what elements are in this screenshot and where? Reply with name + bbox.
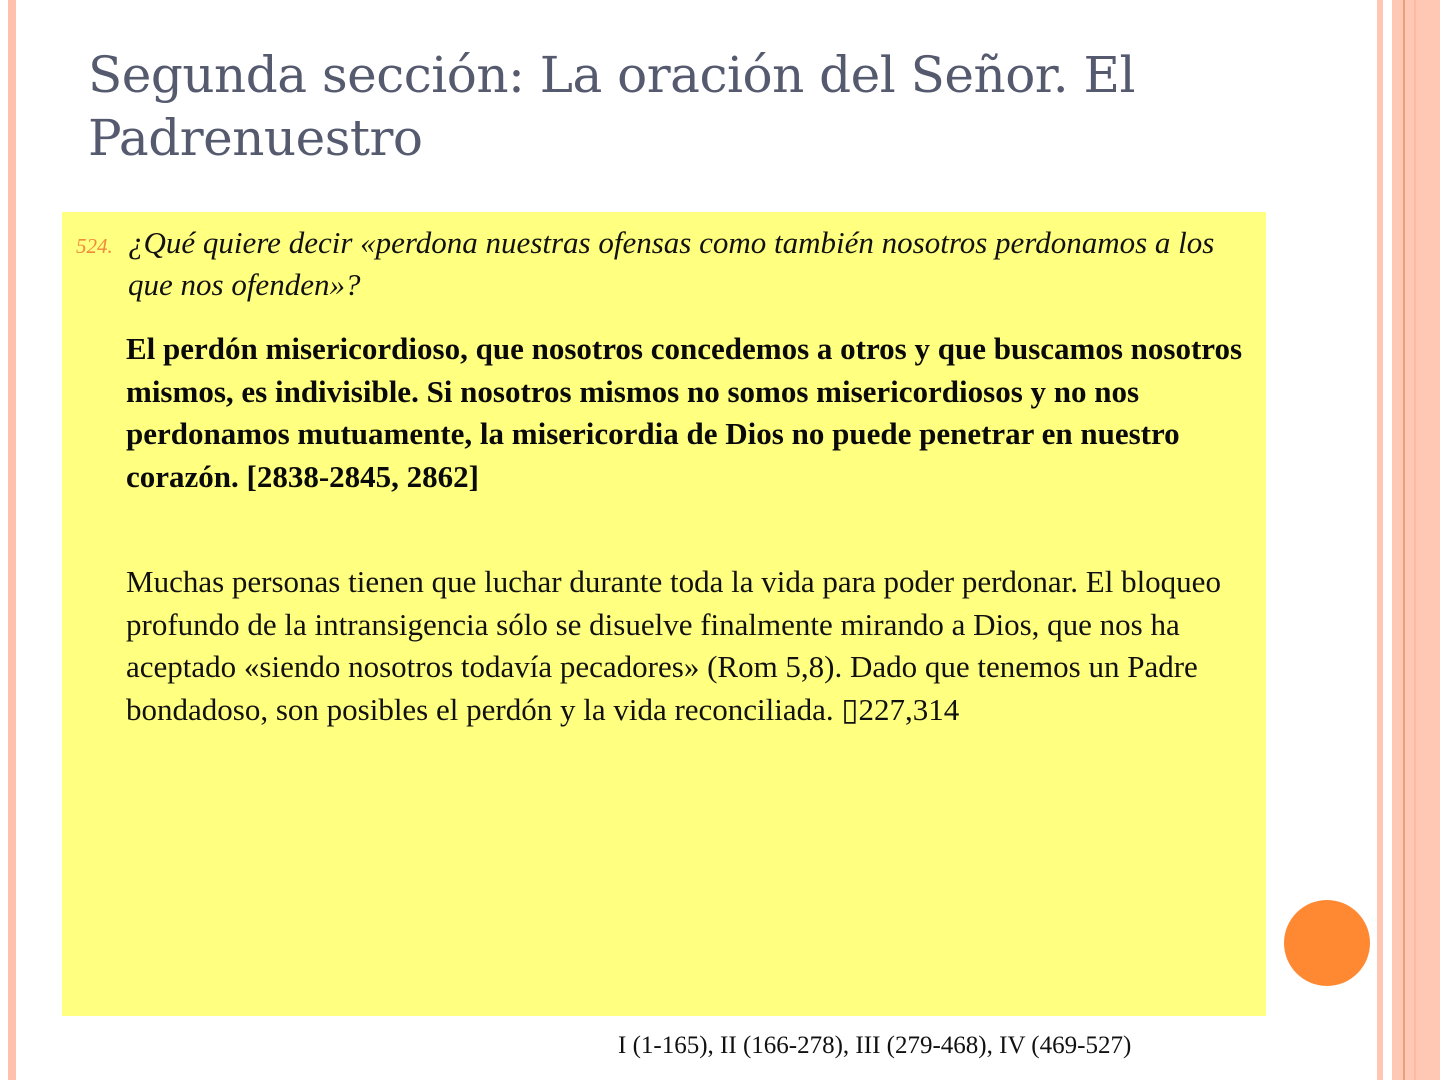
section-ranges-footer: I (1-165), II (166-278), III (279-468), IV (469-527) — [618, 1032, 1132, 1059]
right-decorative-line-light — [1414, 0, 1416, 1080]
right-decorative-stripe-thin — [1377, 0, 1383, 1080]
item-number: 524. — [76, 234, 113, 258]
item-question: ¿Qué quiere decir «perdona nuestras ofensas como también nosotros perdonamos a los que nos ofenden»? — [128, 225, 1215, 302]
item-answer-body: Muchas personas tienen que luchar durante toda la vida para poder perdonar. El bloqueo profundo de la intransigencia sólo se disuelve finalmente mirando a Dios, que nos ha aceptado «siendo nosotros todavía pecadores» (Rom 5,8). Dado que tenemos un Padre bondadoso, son posibles el perdón y la vida reconciliada. ▯227,314 — [126, 564, 1221, 727]
slide-title: Segunda sección: La oración del Señor. El Padrenuestro — [88, 46, 1135, 167]
right-decorative-line-dark — [1403, 0, 1405, 1080]
orange-circle-icon[interactable] — [1284, 900, 1370, 986]
right-decorative-stripe-wide — [1392, 0, 1440, 1080]
left-decorative-stripe — [8, 0, 16, 1080]
item-answer-summary: El perdón misericordioso, que nosotros concedemos a otros y que buscamos nosotros mismos, es indivisible. Si nosotros mismos no somos misericordiosos y no nos perdonamos mutuamente, la misericordia de Dios no puede penetrar en nuestro corazón. [2838-2845, 2862] — [126, 331, 1243, 494]
content-box — [62, 212, 1266, 1016]
